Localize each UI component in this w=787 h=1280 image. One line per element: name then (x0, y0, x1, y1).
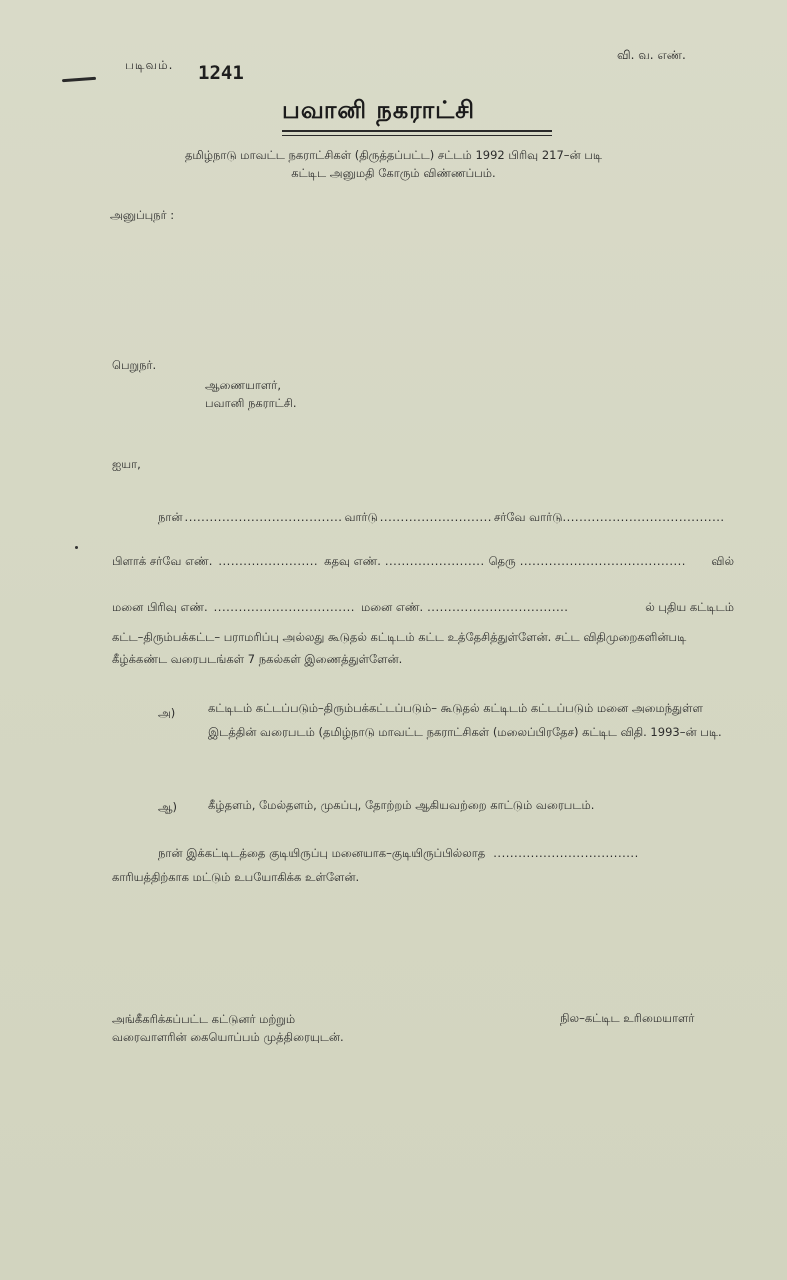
fill-row-2 (112, 554, 734, 570)
row2-label-street: தெரு (488, 554, 516, 568)
ink-mark (62, 77, 96, 82)
builder-signature-label-line2: வரைவாளரின் கையொப்பம் முத்திரையுடன். (112, 1030, 344, 1044)
row1-blank-ward[interactable]: ........................... (379, 510, 492, 524)
row1-blank-name[interactable]: ...................................... (184, 510, 343, 524)
row1-label-survey-ward: சர்வே வார்டு (493, 510, 563, 524)
row2-label-suffix: வில் (711, 554, 734, 568)
title-underline-thin (282, 135, 552, 136)
row3-label-plot: மனை எண். (360, 600, 424, 614)
item-a-marker: அ) (158, 706, 176, 720)
row1-label-ward: வார்டு (344, 510, 378, 524)
form-number: 1241 (198, 62, 244, 84)
recipient-line1: ஆணையாளர், (205, 378, 281, 392)
owner-signature-label: நில–கட்டிட உரிமையாளர் (560, 1011, 695, 1025)
usage-blank[interactable]: ................................... (493, 846, 639, 860)
row2-blank-street[interactable]: ........................................ (519, 554, 686, 568)
recipient-label: பெறுநர். (112, 358, 157, 372)
title-underline (282, 130, 552, 132)
usage-text-line2: காரியத்திற்காக மட்டும் உபயோகிக்க உள்ளேன். (112, 870, 360, 884)
row3-label-plot-division: மனை பிரிவு எண். (112, 600, 208, 614)
usage-text: நான் இக்கட்டிடத்தை குடியிருப்பு மனையாக–குடியிருப்பில்லாத (158, 846, 486, 860)
row2-blank-block[interactable]: ........................ (218, 554, 319, 568)
row3-blank-plot[interactable]: .................................. (427, 600, 569, 614)
subtitle-line2: கட்டிட அனுமதி கோரும் விண்ணப்பம். (291, 166, 496, 180)
subtitle-line1: தமிழ்நாடு மாவட்ட நகராட்சிகள் (திருத்தப்பட்ட) சட்டம் 1992 பிரிவு 217–ன் படி (184, 148, 603, 162)
form-label: படிவம். (125, 58, 174, 72)
item-b-marker: ஆ) (158, 800, 178, 814)
row2-label-block: பிளாக் சர்வே எண். (112, 554, 213, 568)
item-b-text: கீழ்தளம், மேல்தளம், முகப்பு, தோற்றம் ஆகியவற்றை காட்டும் வரைபடம். (208, 798, 595, 812)
builder-signature-label-line1: அங்கீகரிக்கப்பட்ட கட்டுனர் மற்றும் (112, 1012, 296, 1026)
fill-row-3 (112, 600, 734, 616)
registration-number-label: வி. வ. எண். (617, 48, 686, 62)
salutation: ஐயா, (112, 457, 141, 471)
row3-blank-plot-division[interactable]: .................................. (213, 600, 355, 614)
fill-row-1 (158, 510, 734, 526)
recipient-line2: பவானி நகராட்சி. (205, 396, 297, 410)
stray-dot (75, 546, 78, 549)
row2-blank-door[interactable]: ........................ (384, 554, 485, 568)
usage-row (158, 846, 736, 862)
sender-label: அனுப்புநர் : (110, 208, 175, 222)
purpose-paragraph: கட்ட–திரும்பக்கட்ட– பராமரிப்பு அல்லது கூடுதல் கட்டிடம் கட்ட உத்தேசித்துள்ளேன். சட்ட விதிமுறைகளின்படி கீழ்க்கண்ட வரைபடங்கள் 7 நகல்கள் இணைத்துள்ளேன். (112, 630, 687, 666)
row1-label-name: நான் (158, 510, 183, 524)
row1-blank-survey-ward[interactable]: ....................................... (562, 510, 725, 524)
page-title: பவானி நகராட்சி (282, 96, 476, 124)
item-a-text: கட்டிடம் கட்டப்படும்–திரும்பக்கட்டப்படும்– கூடுதல் கட்டிடம் கட்டப்படும் மனை அமைந்துள்ள இடத்தின் வரைபடம் (தமிழ்நாடு மாவட்ட நகராட்சிகள் (மலைப்பிரதேச) கட்டிட விதி. 1993–ன் படி. (208, 701, 722, 739)
row2-label-door: கதவு எண். (324, 554, 381, 568)
row3-label-new-building: ல் புதிய கட்டிடம் (645, 600, 734, 614)
